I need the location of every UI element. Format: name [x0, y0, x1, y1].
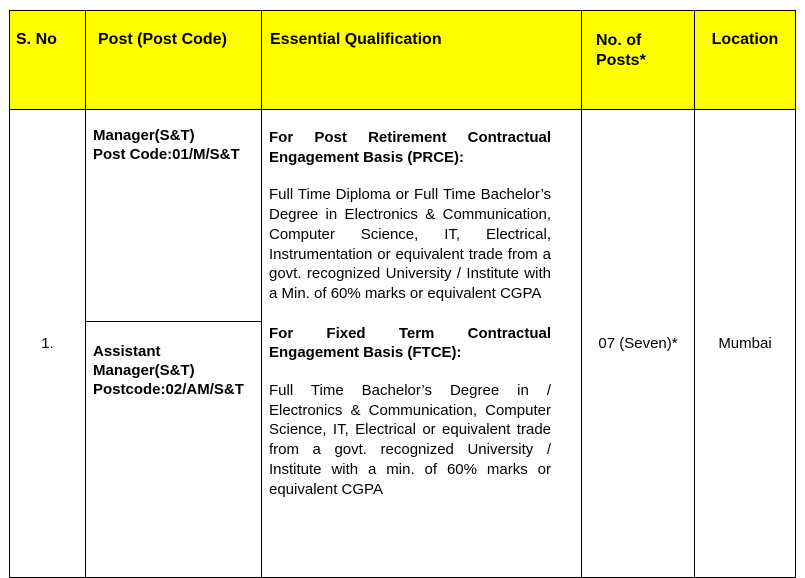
ftce-text: Full Time Bachelor’s Degree in / Electronics & Communication, Computer Science, IT, Electrical or equivalent trade from a govt. recognized University / Institute with a min. of 60% marks or equivalent CGPA	[269, 382, 551, 498]
header-qualification: Essential Qualification	[262, 11, 582, 110]
header-num-posts-line2: Posts*	[596, 52, 646, 69]
recruitment-table	[9, 10, 796, 578]
header-location: Location	[695, 11, 796, 110]
header-sno: S. No	[10, 11, 86, 110]
post-manager	[86, 110, 262, 322]
qualification-cell	[262, 110, 582, 578]
header-num-posts	[582, 11, 695, 110]
header-num-posts-line1: No. of	[596, 32, 642, 49]
post-manager-name: Manager(S&T)	[93, 127, 195, 144]
post-assistant-name-line1: Assistant	[93, 343, 161, 360]
location-cell: Mumbai	[695, 110, 796, 578]
ftce-heading: For Fixed Term Contractual Engagement Basis (FTCE):	[269, 324, 551, 362]
post-assistant-code: Postcode:02/AM/S&T	[93, 381, 244, 398]
post-assistant-name-line2: Manager(S&T)	[93, 362, 195, 379]
prce-text: Full Time Diploma or Full Time Bachelor’s Degree in Electronics & Communication, Computer Science, IT, Electrical, Instrumentation or equivalent trade from a govt. recognized University / Institute with a Min. of 60% marks or equivalent CGPA	[269, 186, 551, 302]
row-sno: 1.	[10, 110, 86, 578]
post-manager-code: Post Code:01/M/S&T	[93, 146, 240, 163]
header-post: Post (Post Code)	[86, 11, 262, 110]
table-row	[10, 110, 796, 322]
post-assistant-manager	[86, 322, 262, 578]
prce-heading: For Post Retirement Contractual Engagement Basis (PRCE):	[269, 129, 551, 166]
header-row	[10, 11, 796, 110]
num-posts-cell: 07 (Seven)*	[582, 110, 695, 578]
